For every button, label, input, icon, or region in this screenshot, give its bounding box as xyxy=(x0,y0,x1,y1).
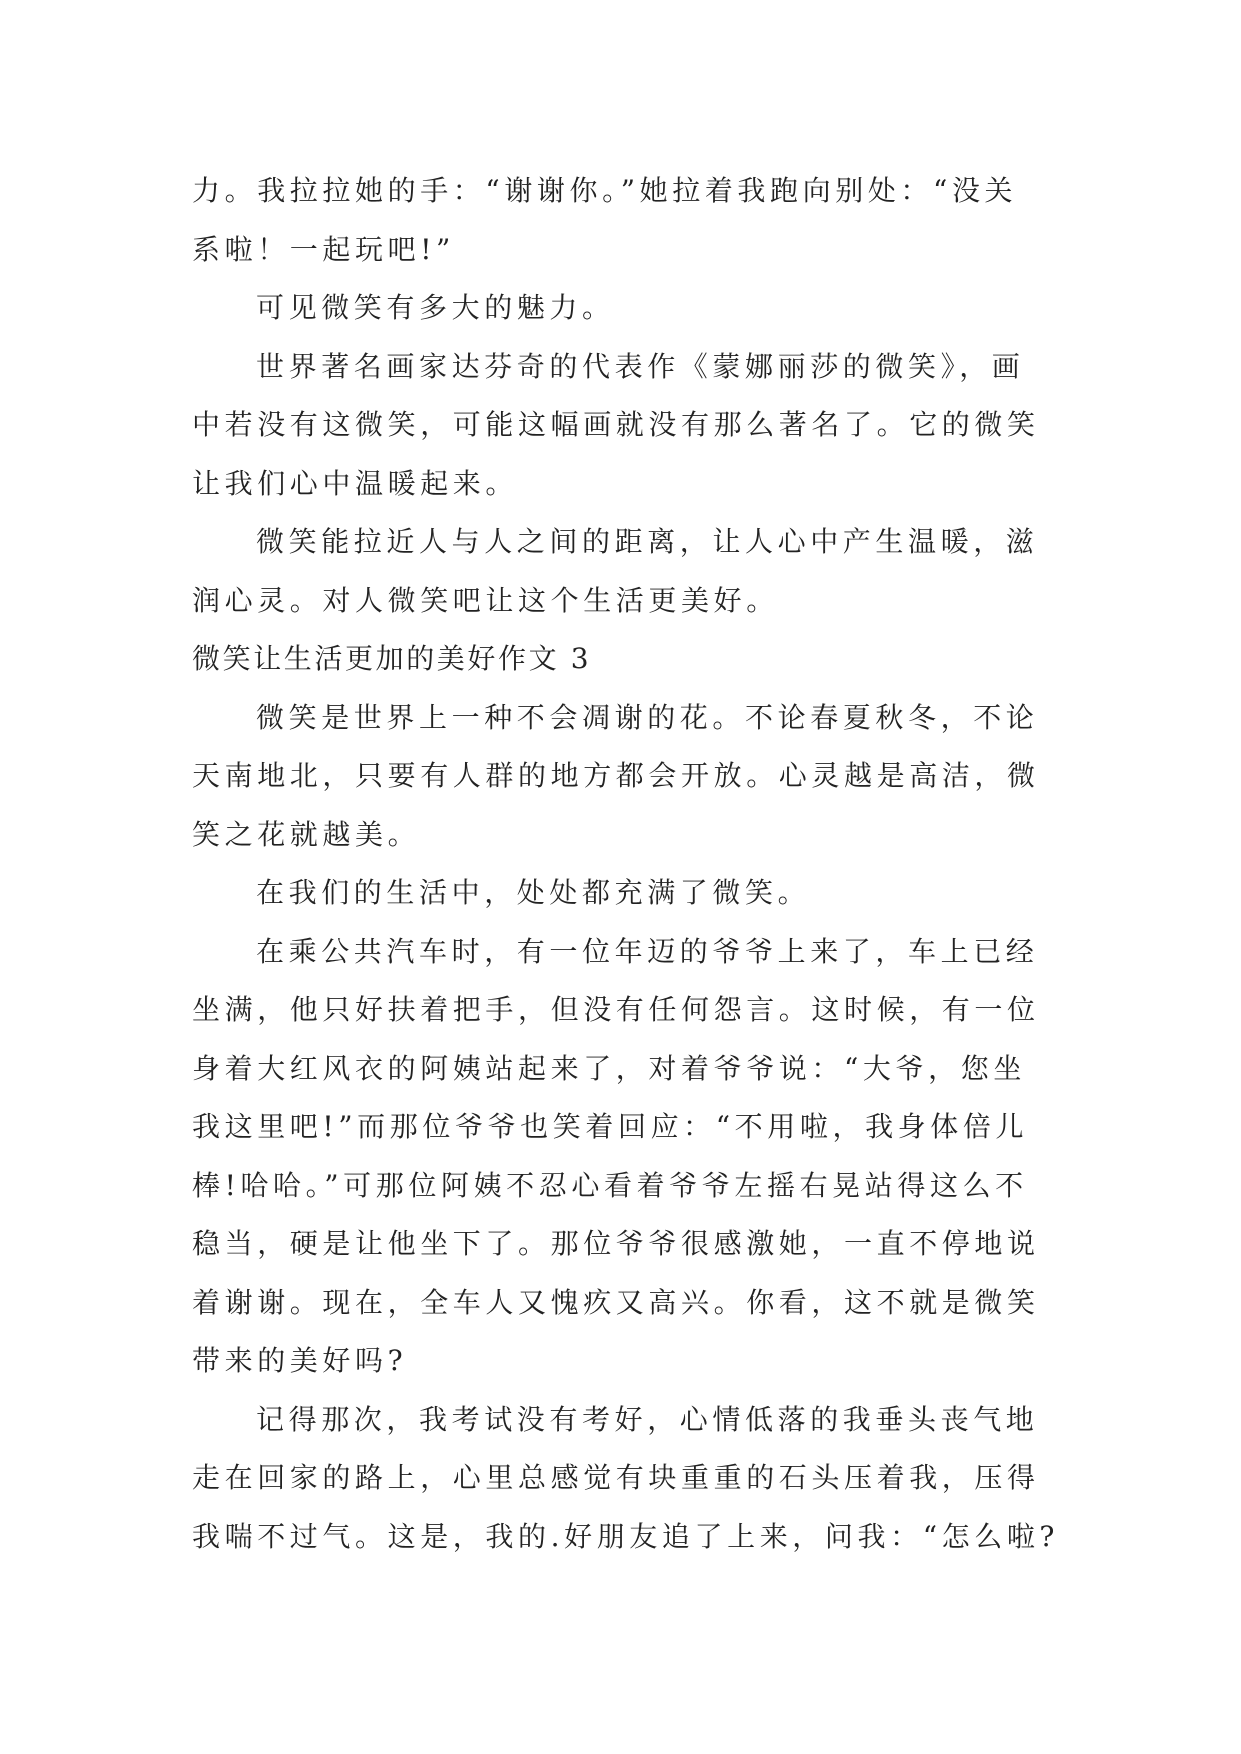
text-line: 身着大红风衣的阿姨站起来了，对着爷爷说：“大爷，您坐 xyxy=(192,1051,1026,1085)
text-line: 力。我拉拉她的手：“谢谢你。”她拉着我跑向别处：“没关 xyxy=(192,174,1018,207)
text-line: 带来的美好吗? xyxy=(192,1344,408,1377)
text-line: 笑之花就越美。 xyxy=(192,817,421,851)
text-line: 在乘公共汽车时，有一位年迈的爷爷上来了，车上已经 xyxy=(256,934,1039,968)
text-line: 坐满，他只好扶着把手，但没有任何怨言。这时候，有一位 xyxy=(192,993,1040,1026)
text-line: 润心灵。对人微笑吧让这个生活更美好。 xyxy=(192,583,779,617)
text-line: 着谢谢。现在，全车人又愧疚又高兴。你看，这不就是微笑 xyxy=(192,1285,1040,1319)
text-line: 天南地北，只要有人群的地方都会开放。心灵越是高洁，微 xyxy=(192,759,1040,792)
text-line: 微笑能拉近人与人之间的距离，让人心中产生温暖，滋 xyxy=(256,525,1039,558)
text-line: 世界著名画家达芬奇的代表作《蒙娜丽莎的微笑》，画 xyxy=(256,349,1025,383)
text-line: 记得那次，我考试没有考好，心情低落的我垂头丧气地 xyxy=(256,1402,1039,1436)
text-line: 让我们心中温暖起来。 xyxy=(192,466,519,500)
text-line: 中若没有这微笑，可能这幅画就没有那么著名了。它的微笑 xyxy=(192,408,1040,441)
text-line: 走在回家的路上，心里总感觉有块重重的石头压着我，压得 xyxy=(192,1461,1040,1494)
text-line: 我喘不过气。这是，我的.好朋友追了上来，问我：“怎么啦? xyxy=(192,1519,1060,1553)
text-line: 微笑是世界上一种不会凋谢的花。不论春夏秋冬，不论 xyxy=(256,700,1039,734)
section-heading: 微笑让生活更加的美好作文 3 xyxy=(192,642,592,675)
text-line: 稳当，硬是让他坐下了。那位爷爷很感激她，一直不停地说 xyxy=(192,1227,1040,1260)
text-line: 可见微笑有多大的魅力。 xyxy=(256,291,615,324)
text-line: 棒!哈哈。”可那位阿姨不忍心看着爷爷左摇右晃站得这么不 xyxy=(192,1168,1028,1202)
body-text xyxy=(192,162,1060,1566)
text-line: 我这里吧!”而那位爷爷也笑着回应：“不用啦，我身体倍儿 xyxy=(192,1110,1029,1143)
text-line: 在我们的生活中，处处都充满了微笑。 xyxy=(256,876,811,909)
text-line: 系啦！一起玩吧!” xyxy=(192,232,455,266)
